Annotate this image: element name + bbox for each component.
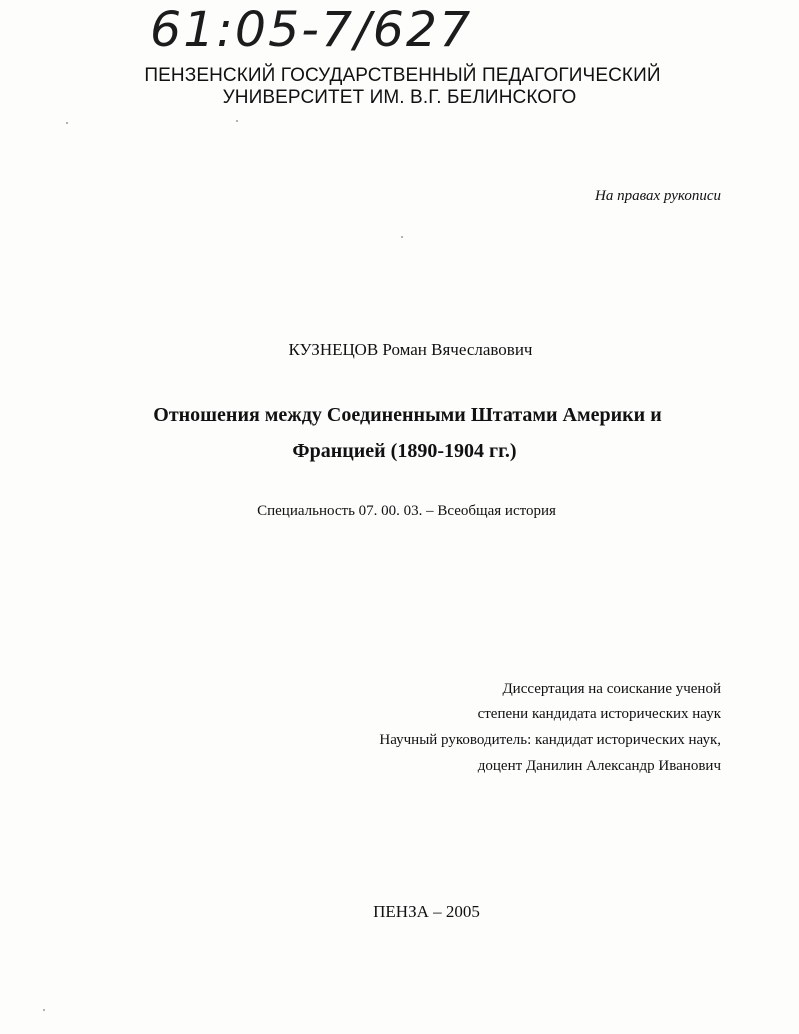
- university-name-line2: УНИВЕРСИТЕТ ИМ. В.Г. БЕЛИНСКОГО: [222, 87, 577, 108]
- dissertation-info-line2: степени кандидата исторических наук: [477, 706, 721, 722]
- handwritten-shelfmark: 61:05-7/627: [150, 2, 473, 58]
- specialty-line: Специальность 07. 00. 03. – Всеобщая история: [257, 503, 556, 519]
- dissertation-title-line1: Отношения между Соединенными Штатами Америки и: [153, 404, 662, 426]
- dissertation-title-line2: Францией (1890-1904 гг.): [292, 440, 517, 462]
- supervisor-line1: Научный руководитель: кандидат исторических наук,: [379, 732, 721, 748]
- scan-speck: [43, 1009, 45, 1011]
- author-name: КУЗНЕЦОВ Роман Вячеславович: [288, 340, 533, 359]
- supervisor-line2: доцент Данилин Александр Иванович: [477, 758, 721, 774]
- dissertation-info-line1: Диссертация на соискание ученой: [502, 681, 721, 697]
- university-name-line1: ПЕНЗЕНСКИЙ ГОСУДАРСТВЕННЫЙ ПЕДАГОГИЧЕСКИЙ: [144, 65, 661, 86]
- scan-speck: [401, 236, 403, 238]
- scan-speck: [66, 122, 68, 124]
- rights-note: На правах рукописи: [595, 188, 721, 204]
- place-and-year: ПЕНЗА – 2005: [373, 902, 480, 921]
- scan-speck: [236, 120, 238, 122]
